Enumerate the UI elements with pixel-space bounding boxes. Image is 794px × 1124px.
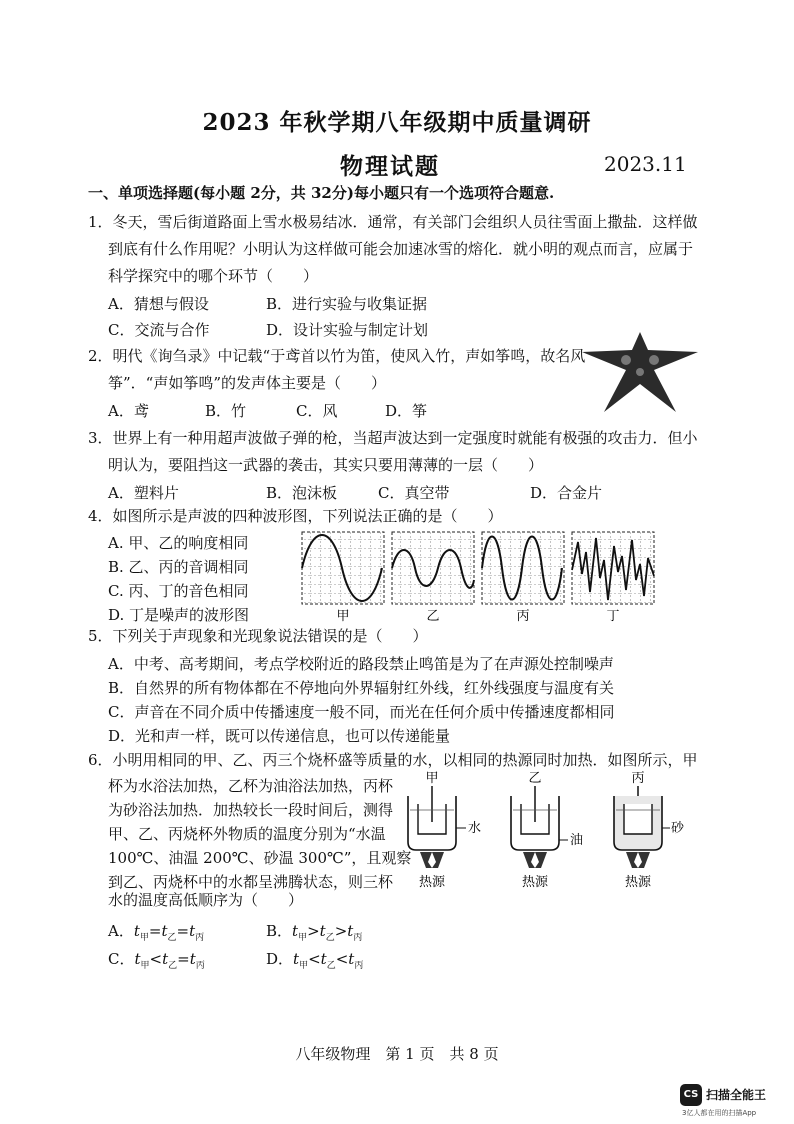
q5-option-a: A．中考、高考期间，考点学校附近的路段禁止鸣笛是为了在声源处控制噪声: [108, 655, 614, 673]
q5-line1: 5．下列关于声现象和光现象说法错误的是（ ）: [88, 627, 428, 645]
q6-line2: 杯为水浴法加热，乙杯为油浴法加热，丙杯: [108, 777, 394, 795]
wave-label-bing: 丙: [516, 609, 530, 624]
kite-figure: [580, 330, 700, 414]
q4-option-d: D. 丁是噪声的波形图: [108, 606, 250, 624]
q2-option-a: A．鸢: [108, 402, 149, 420]
q4-option-c: C. 丙、丁的音色相同: [108, 582, 249, 600]
beaker-label-yi: 乙: [528, 771, 542, 786]
wave-panel-ding: [572, 532, 654, 604]
scanner-watermark: [680, 1084, 786, 1118]
q1-option-a: A．猜想与假设: [108, 295, 209, 313]
exam-title: 2023 年秋学期八年级期中质量调研: [202, 109, 592, 136]
q2-line2: 筝”．“声如筝鸣”的发声体主要是（ ）: [108, 374, 387, 392]
beaker-jia: [408, 771, 481, 890]
q6-line5: 100℃、油温 200℃、砂温 300℃”，且观察: [108, 849, 412, 867]
q1-line3: 科学探究中的哪个环节（ ）: [108, 267, 319, 285]
q5-option-c: C．声音在不同介质中传播速度一般不同，而光在任何介质中传播速度都相同: [108, 703, 615, 721]
q6-line7: 水的温度高低顺序为（ ）: [108, 891, 304, 909]
camscanner-logo-icon: CS: [680, 1084, 702, 1106]
q6-option-a: A．$t_甲=t_乙=t_丙$: [108, 922, 205, 943]
heat-label-yi: 热源: [521, 875, 549, 890]
q5-option-b: B．自然界的所有物体都在不停地向外界辐射红外线，红外线强度与温度有关: [108, 679, 615, 697]
exam-date: 2023.11: [604, 152, 687, 176]
watermark-name: 扫描全能王: [706, 1088, 767, 1102]
q6-line3: 为砂浴法加热．加热较长一段时间后，测得: [108, 801, 394, 819]
q3-line2: 明认为，要阻挡这一武器的袭击，其实只要用薄薄的一层（ ）: [108, 456, 544, 474]
q3-option-c: C．真空带: [378, 484, 450, 502]
subject-title: 物理试题: [340, 153, 440, 180]
q3-option-b: B．泡沫板: [266, 484, 338, 502]
q6-line6: 到乙、丙烧杯中的水都呈沸腾状态，则三杯: [108, 873, 394, 891]
medium-label-oil: 油: [570, 833, 584, 848]
q3-line1: 3．世界上有一种用超声波做子弹的枪，当超声波达到一定强度时就能有极强的攻击力．但小: [88, 429, 698, 447]
medium-label-water: 水: [468, 821, 482, 836]
wave-label-ding: 丁: [606, 609, 620, 624]
beaker-label-bing: 丙: [631, 771, 645, 786]
q2-option-c: C．风: [296, 402, 338, 420]
q2-option-b: B．竹: [205, 402, 247, 420]
q6-line4: 甲、乙、丙烧杯外物质的温度分别为“水温: [108, 825, 386, 843]
page-footer: 八年级物理 第 1 页 共 8 页: [295, 1045, 499, 1063]
q1-option-b: B．进行实验与收集证据: [266, 295, 428, 313]
heat-label-bing: 热源: [624, 875, 652, 890]
q2-option-d: D．筝: [385, 402, 428, 420]
q5-option-d: D．光和声一样，既可以传递信息，也可以传递能量: [108, 727, 451, 745]
q4-option-b: B. 乙、丙的音调相同: [108, 558, 249, 576]
wave-panel-yi: [392, 532, 474, 604]
wave-panel-bing: [482, 532, 564, 604]
q3-option-d: D．合金片: [530, 484, 603, 502]
q6-line1: 6．小明用相同的甲、乙、丙三个烧杯盛等质量的水，以相同的热源同时加热．如图所示，甲: [88, 751, 698, 769]
q4-option-a: A. 甲、乙的响度相同: [108, 534, 249, 552]
wave-label-jia: 甲: [336, 609, 350, 624]
q6-option-d: D．$t_甲<t_乙<t_丙$: [266, 950, 364, 971]
q6-option-b: B．$t_甲>t_乙>t_丙$: [266, 922, 363, 943]
wave-panel-jia: [302, 532, 384, 604]
q2-line1: 2．明代《询刍录》中记载“于鸢首以竹为笛，使风入竹，声如筝鸣，故名风: [88, 347, 586, 365]
q6-option-c: C．$t_甲<t_乙=t_丙$: [108, 950, 205, 971]
waveform-figure: [300, 530, 662, 625]
medium-label-sand: 砂: [671, 821, 685, 836]
q1-option-c: C．交流与合作: [108, 321, 210, 339]
beaker-label-jia: 甲: [425, 771, 439, 786]
q3-option-a: A．塑料片: [108, 484, 179, 502]
section-heading: 一、单项选择题(每小题 2分，共 32分)每小题只有一个选项符合题意.: [88, 184, 555, 202]
q1-option-d: D．设计实验与制定计划: [266, 321, 429, 339]
q1-line1: 1．冬天，雪后街道路面上雪水极易结冰．通常，有关部门会组织人员往雪面上撒盐．这样做: [88, 213, 698, 231]
beaker-bing: [614, 771, 685, 890]
beaker-yi: [511, 771, 583, 890]
wave-label-yi: 乙: [426, 609, 440, 624]
beakers-figure: [398, 770, 688, 890]
q1-line2: 到底有什么作用呢？小明认为这样做可能会加速冰雪的熔化．就小明的观点而言，应属于: [108, 240, 694, 258]
q4-line1: 4．如图所示是声波的四种波形图，下列说法正确的是（ ）: [88, 507, 503, 525]
heat-label-jia: 热源: [418, 875, 446, 890]
watermark-sub: 3亿人都在用的扫描App: [682, 1109, 757, 1117]
